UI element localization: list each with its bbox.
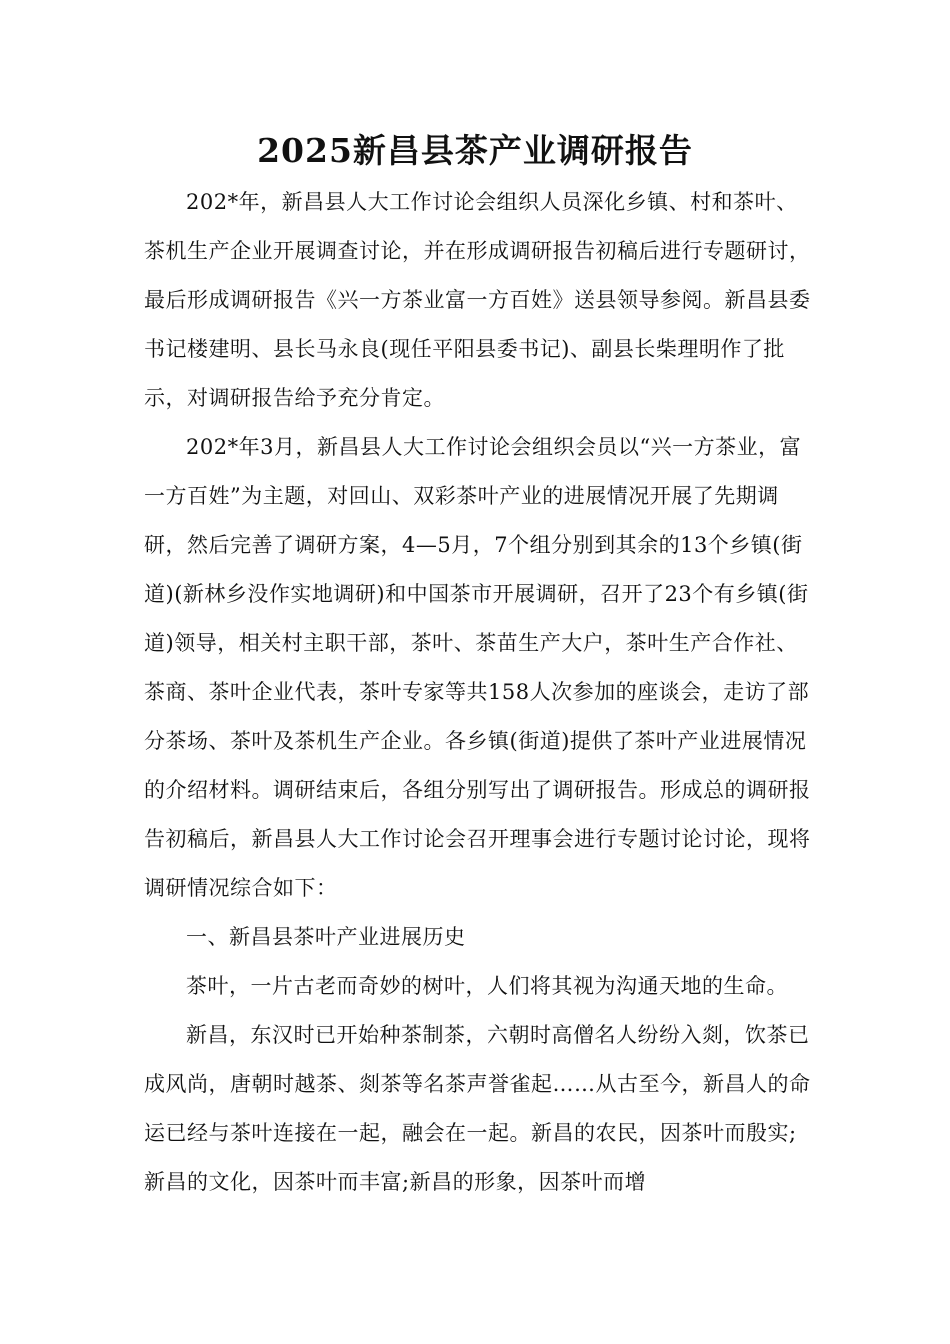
paragraph-intro: 202*年，新昌县人大工作讨论会组织人员深化乡镇、村和茶叶、茶机生产企业开展调查讨论，并在形成调研报告初稿后进行专题研讨，最后形成调研报告《兴一方茶业富一方百姓》送县领导参阅。新昌县委书记楼建明、县长马永良(现任平阳县委书记)、副县长柴理明作了批示，对调研报告给予充分肯定。 [144, 190, 811, 410]
paragraph-xinchang-history: 新昌，东汉时已开始种茶制茶，六朝时高僧名人纷纷入剡，饮茶已成风尚，唐朝时越茶、剡茶等名茶声誉雀起……从古至今，新昌人的命运已经与茶叶连接在一起，融会在一起。新昌的农民，因茶叶而殷实;新昌的文化，因茶叶而丰富;新昌的形象，因茶叶而增 [144, 1023, 811, 1194]
document-body [144, 178, 812, 1207]
paragraph-process: 202*年3月，新昌县人大工作讨论会组织会员以“兴一方茶业，富一方百姓”为主题，对回山、双彩茶叶产业的进展情况开展了先期调研，然后完善了调研方案，4—5月，7个组分别到其余的13个乡镇(街道)(新林乡没作实地调研)和中国茶市开展调研，召开了23个有乡镇(街道)领导，相关村主职干部，茶叶、茶苗生产大户，茶叶生产合作社、茶商、茶叶企业代表，茶叶专家等共158人次参加的座谈会，走访了部分茶场、茶叶及茶机生产企业。各乡镇(街道)提供了茶叶产业进展情况的介绍材料。调研结束后，各组分别写出了调研报告。形成总的调研报告初稿后，新昌县人大工作讨论会召开理事会进行专题讨论讨论，现将调研情况综合如下： [144, 435, 811, 900]
document-title: 2025新昌县茶产业调研报告 [257, 131, 693, 170]
paragraph-tea-leaf: 茶叶，一片古老而奇妙的树叶，人们将其视为沟通天地的生命。 [186, 974, 788, 998]
section-heading-history: 一、新昌县茶叶产业进展历史 [186, 925, 466, 949]
